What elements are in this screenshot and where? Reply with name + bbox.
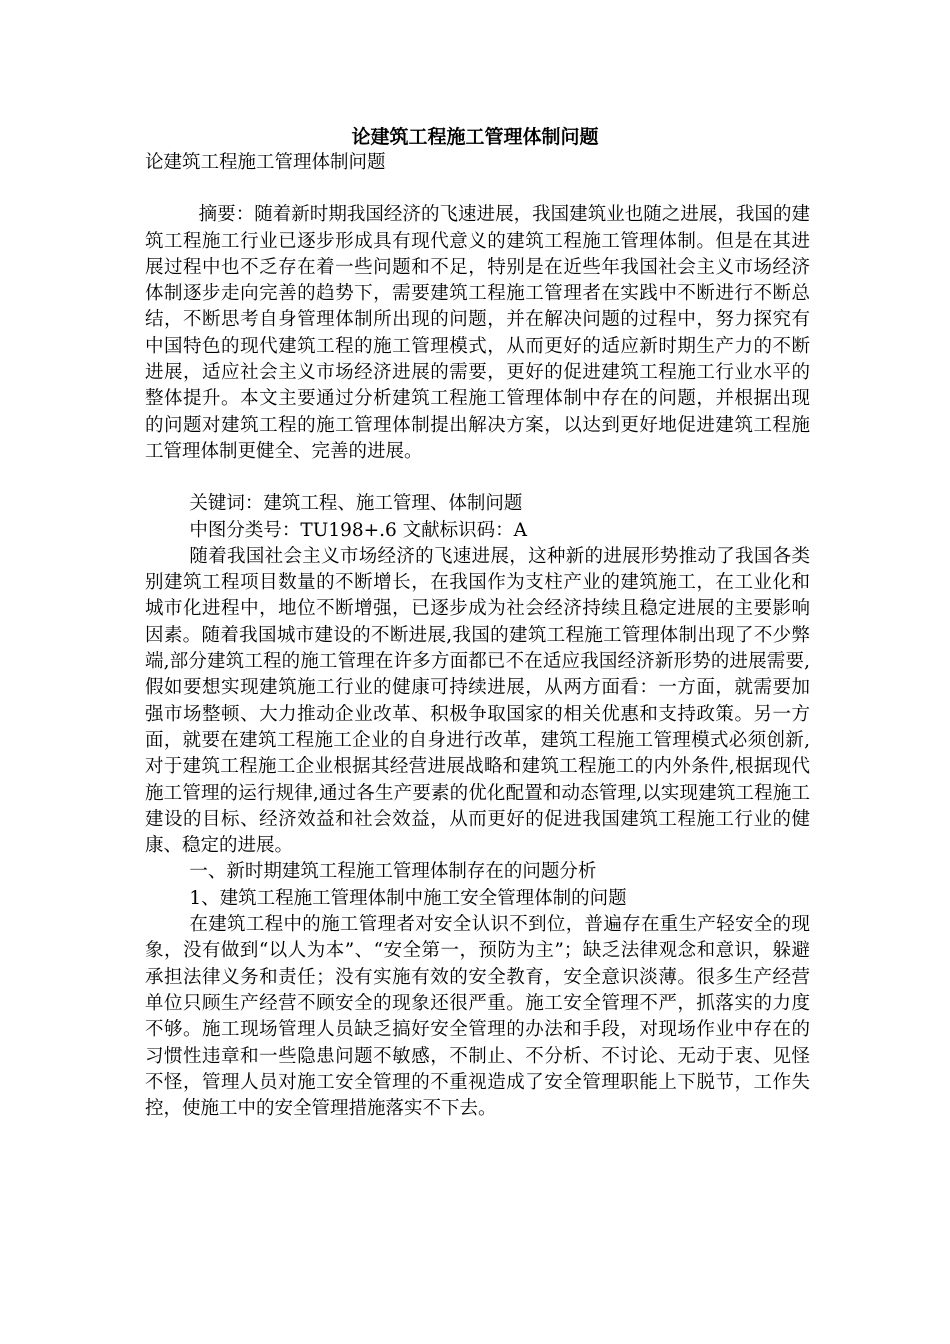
classification-line: 中图分类号：TU198+.6 文献标识码：A xyxy=(189,519,528,541)
document-title: 论建筑工程施工管理体制问题 xyxy=(351,126,599,148)
document-subtitle: 论建筑工程施工管理体制问题 xyxy=(145,152,386,173)
keywords-line: 关键词：建筑工程、施工管理、体制问题 xyxy=(189,493,523,515)
section-heading: 一、新时期建筑工程施工管理体制存在的问题分析 xyxy=(189,861,597,883)
intro-paragraph: 随着我国社会主义市场经济的飞速进展，这种新的进展形势推动了我国各类别建筑工程项目数量的不断增长，在我国作为支柱产业的建筑施工，在工业化和城市化进程中，地位不断增强，已逐步成为社会经济持续且稳定进展的主要影响因素。随着我国城市建设的不断进展,我国的建筑工程施工管理体制出现了不少弊端,部分建筑工程的施工管理在许多方面都已不在适应我国经济新形势的进展需要,假如要想实现建筑施工行业的健康可持续进展，从两方面看：一方面，就需要加强市场整顿、大力推动企业改革、积极争取国家的相关优惠和支持政策。另一方面，就要在建筑工程施工企业的自身进行改革，建筑工程施工管理模式必须创新,对于建筑工程施工企业根据其经营进展战略和建筑工程施工的内外条件,根据现代施工管理的运行规律,通过各生产要素的优化配置和动态管理,以实现建筑工程施工建设的目标、经济效益和社会效益，从而更好的促进我国建筑工程施工行业的健康、稳定的进展。 xyxy=(145,545,810,857)
document-body xyxy=(145,150,810,1122)
blank-line xyxy=(145,465,810,491)
subsection-heading: 1、建筑工程施工管理体制中施工安全管理体制的问题 xyxy=(189,887,627,909)
blank-line xyxy=(145,176,810,202)
abstract-paragraph: 摘要：随着新时期我国经济的飞速进展，我国建筑业也随之进展，我国的建筑工程施工行业已逐步形成具有现代意义的建筑工程施工管理体制。但是在其进展过程中也不乏存在着一些问题和不足，特别是在近些年我国社会主义市场经济体制逐步走向完善的趋势下，需要建筑工程施工管理者在实践中不断进行不断总结，不断思考自身管理体制所出现的问题，并在解决问题的过程中，努力探究有中国特色的现代建筑工程的施工管理模式，从而更好的适应新时期生产力的不断进展，适应社会主义市场经济进展的需要，更好的促进建筑工程施工行业水平的整体提升。本文主要通过分析建筑工程施工管理体制中存在的问题，并根据出现的问题对建筑工程的施工管理体制提出解决方案，以达到更好地促进建筑工程施工管理体制更健全、完善的进展。 xyxy=(145,204,810,462)
safety-paragraph: 在建筑工程中的施工管理者对安全认识不到位，普遍存在重生产轻安全的现象，没有做到“以人为本”、“安全第一，预防为主”；缺乏法律观念和意识，躲避承担法律义务和责任；没有实施有效的安全教育，安全意识淡薄。很多生产经营单位只顾生产经营不顾安全的现象还很严重。施工安全管理不严，抓落实的力度不够。施工现场管理人员缺乏搞好安全管理的办法和手段，对现场作业中存在的习惯性违章和一些隐患问题不敏感，不制止、不分析、不讨论、无动于衷、见怪不怪，管理人员对施工安全管理的不重视造成了安全管理职能上下脱节，工作失控，使施工中的安全管理措施落实不下去。 xyxy=(145,914,810,1120)
